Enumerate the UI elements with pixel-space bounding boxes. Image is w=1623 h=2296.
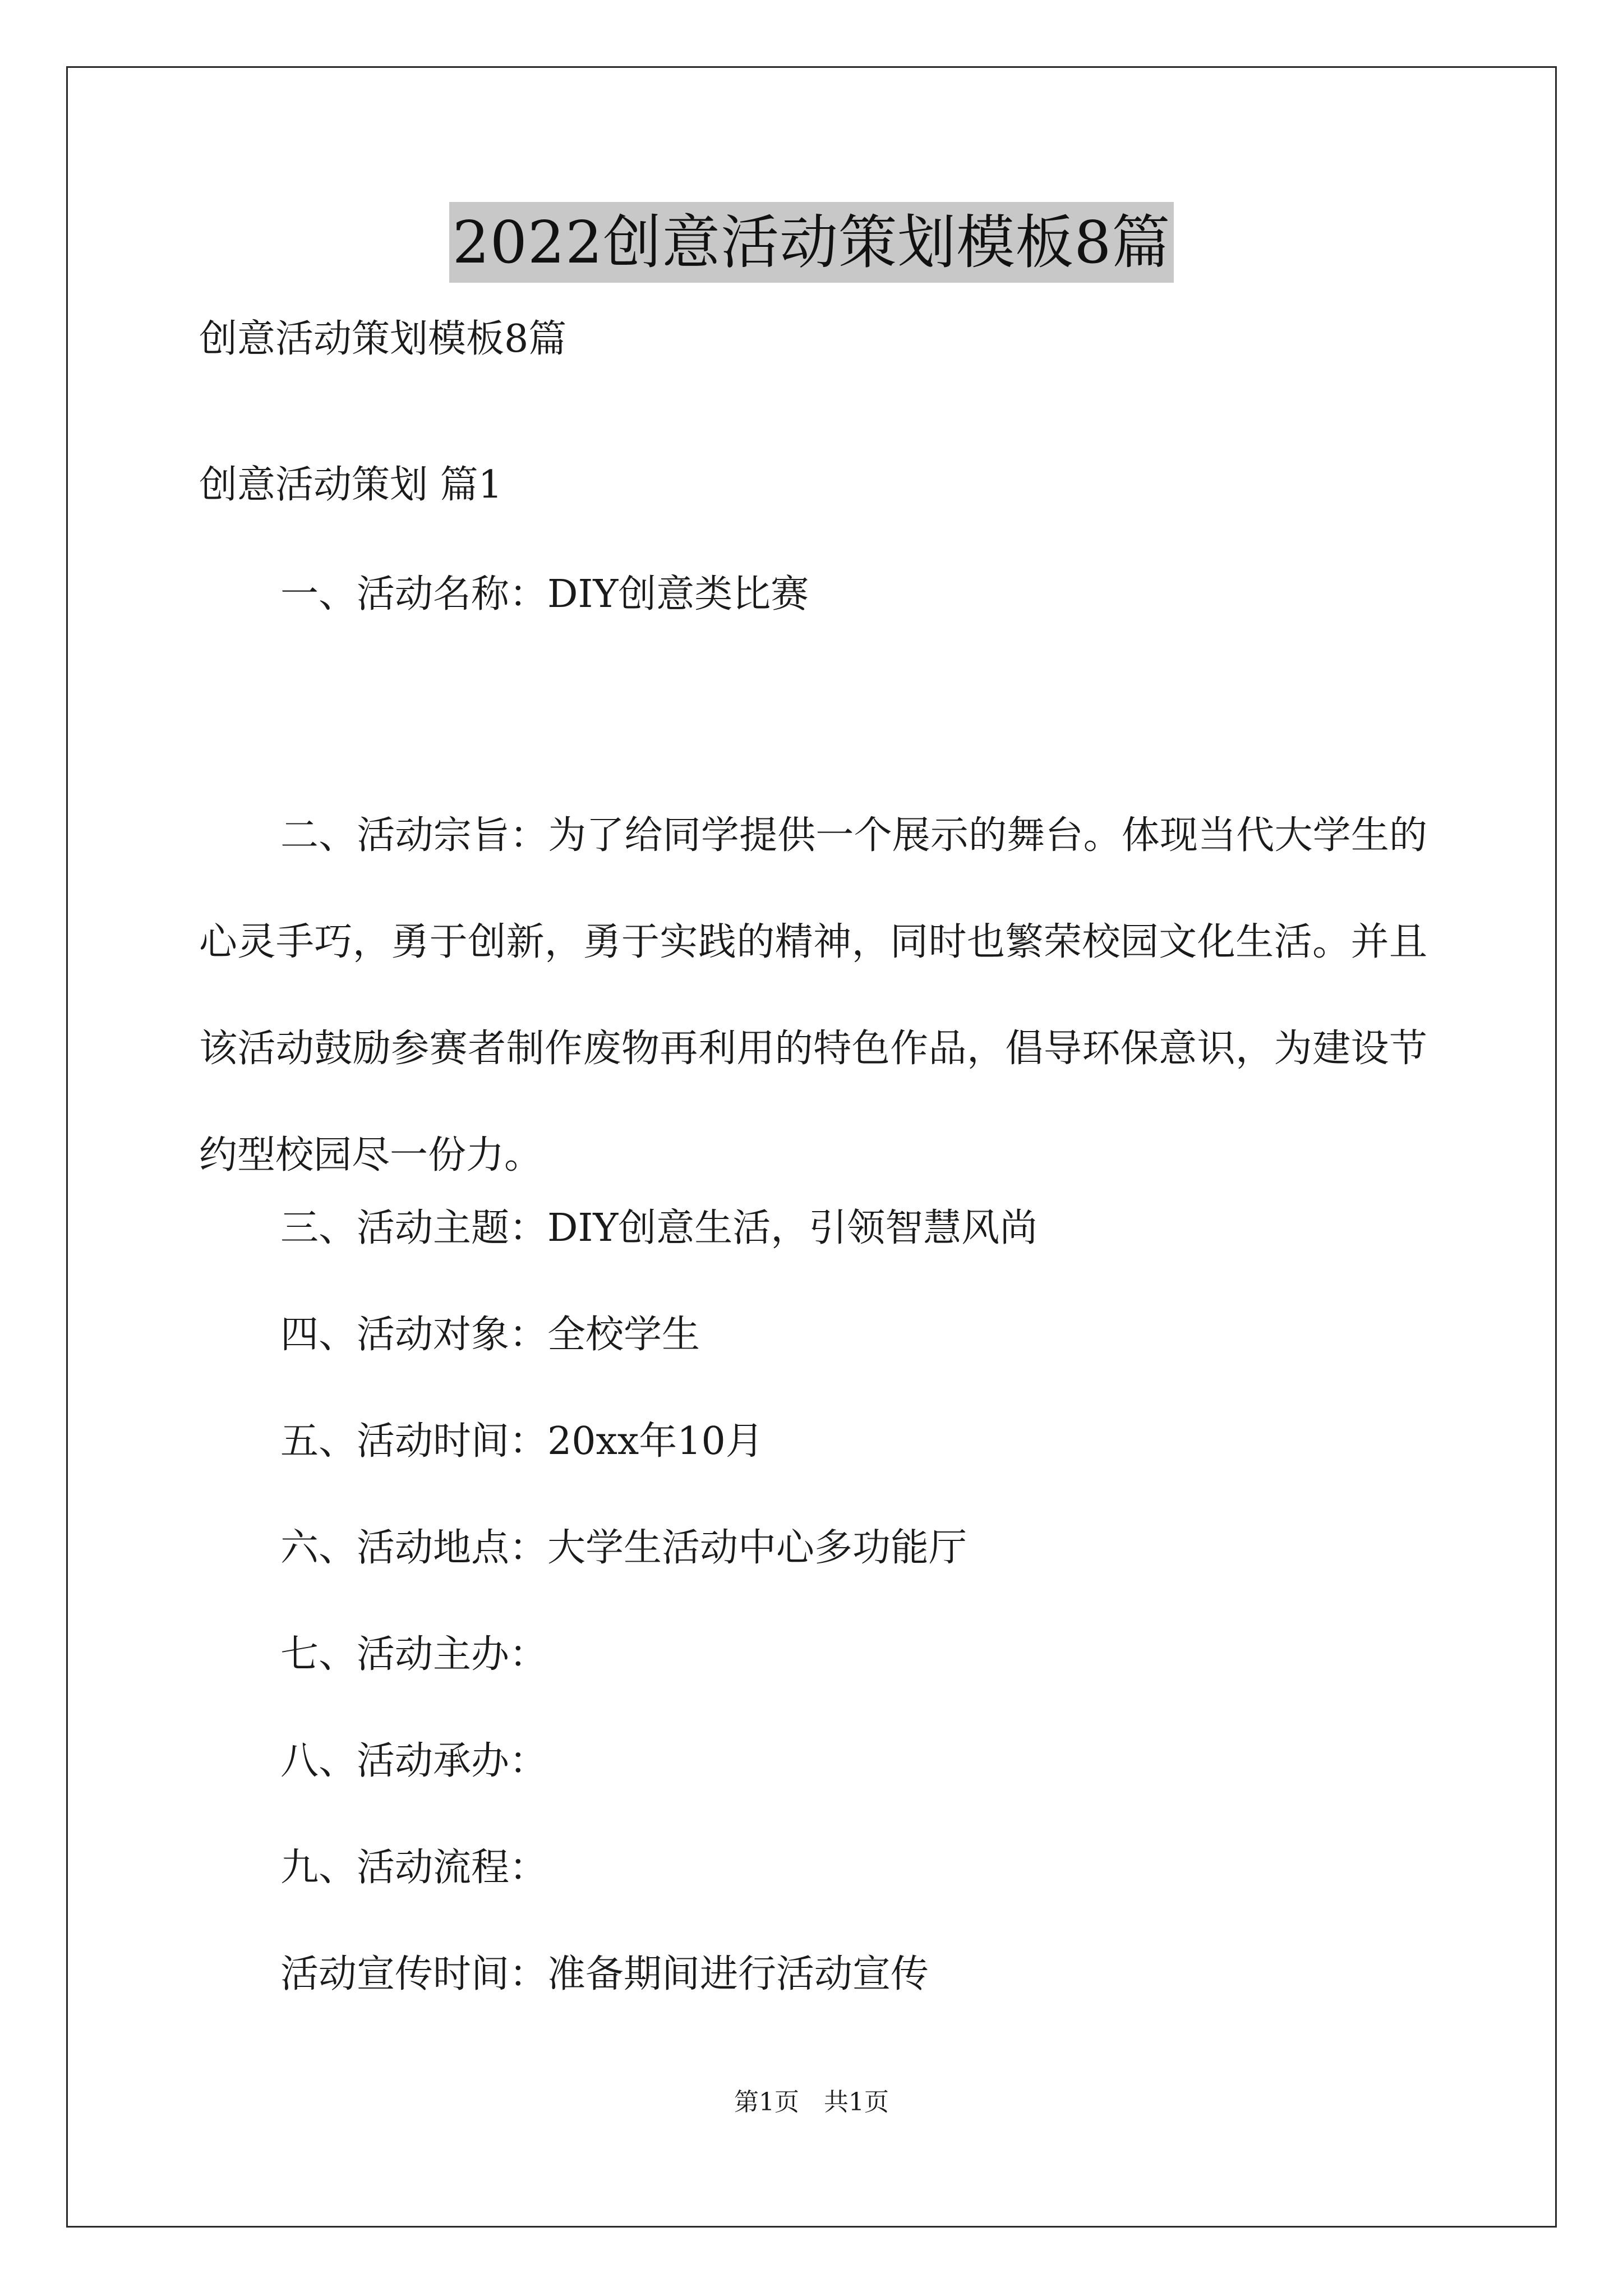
document-title: 2022创意活动策划模板8篇 xyxy=(449,202,1174,283)
item-activity-host: 八、活动承办： xyxy=(280,1739,548,1783)
item-activity-name: 一、活动名称：DIY创意类比赛 xyxy=(280,572,809,616)
item-activity-time: 五、活动时间：20xx年10月 xyxy=(280,1419,764,1464)
page-footer: 第1页 共1页 xyxy=(734,2088,889,2116)
item-activity-organizer: 七、活动主办： xyxy=(280,1632,548,1677)
item-activity-theme: 三、活动主题：DIY创意生活，引领智慧风尚 xyxy=(280,1206,1038,1250)
document-subtitle: 创意活动策划模板8篇 xyxy=(199,317,567,361)
item-activity-audience: 四、活动对象：全校学生 xyxy=(280,1313,700,1357)
item-activity-process: 九、活动流程： xyxy=(280,1846,548,1890)
item-promotion-time: 活动宣传时间：准备期间进行活动宣传 xyxy=(280,1952,929,1996)
item-activity-purpose: 二、活动宗旨：为了给同学提供一个展示的舞台。体现当代大学生的心灵手巧，勇于创新，勇于实践的精神，同时也繁荣校园文化生活。并且该活动鼓励参赛者制作废物再利用的特色作品，倡导环保意识，为建设节约型校园尽一份力。 xyxy=(199,813,1427,1177)
title-container xyxy=(0,202,1623,283)
item-activity-location: 六、活动地点：大学生活动中心多功能厅 xyxy=(280,1526,967,1570)
section-heading: 创意活动策划 篇1 xyxy=(199,463,502,507)
